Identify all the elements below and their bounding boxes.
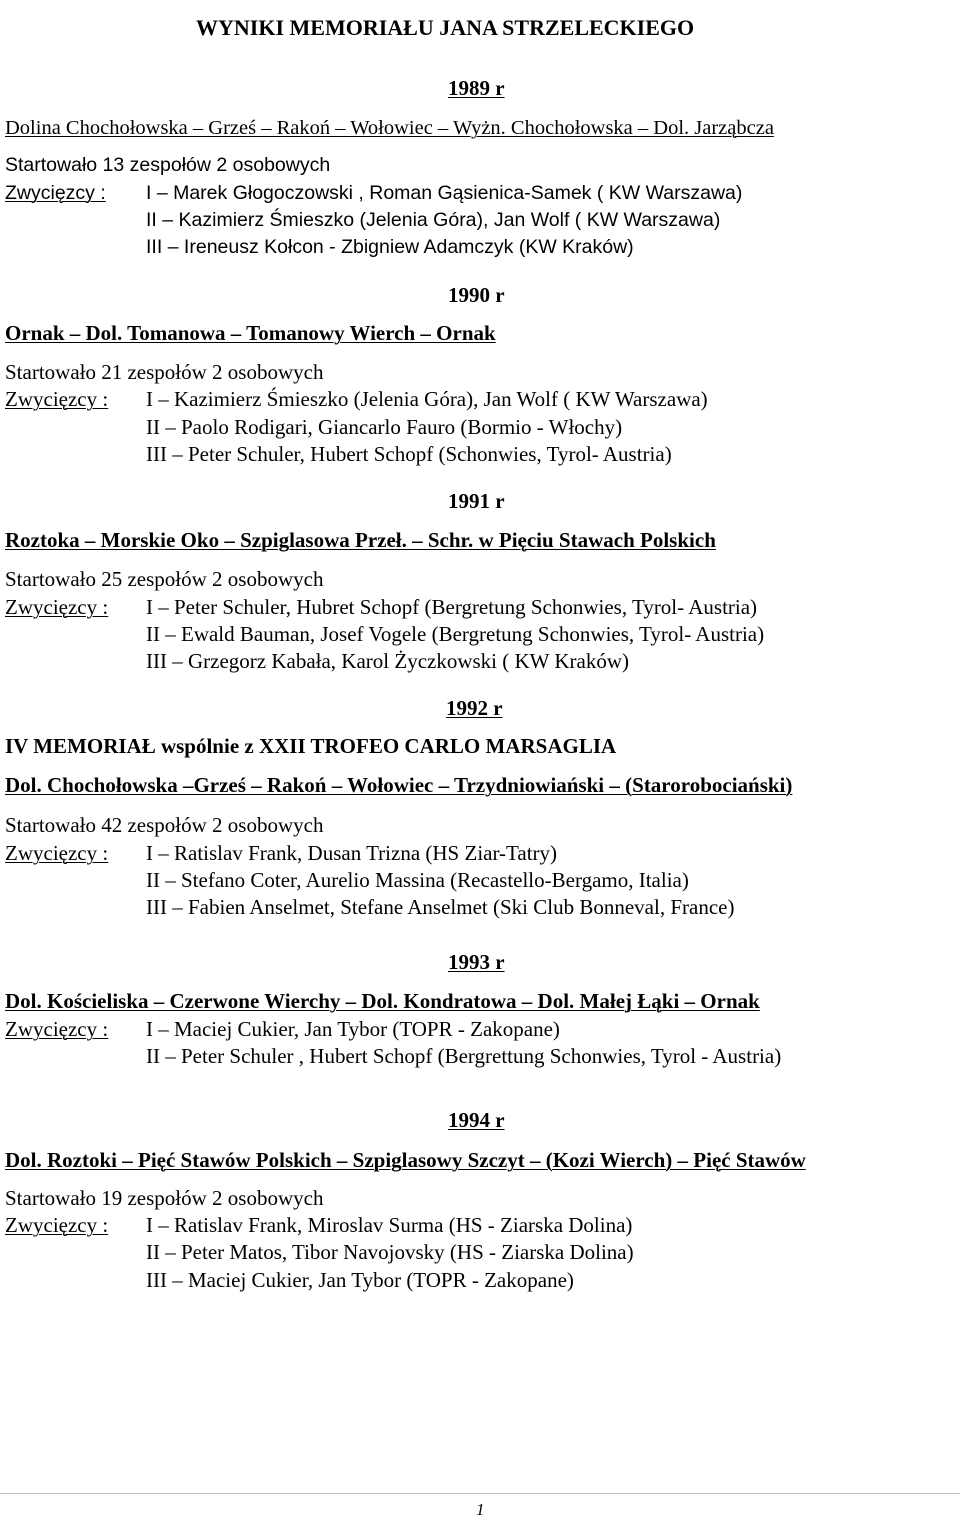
year-heading-1993: 1993 r	[448, 950, 505, 974]
footer-divider	[0, 1493, 960, 1494]
started-count-1991: Startowało 25 zespołów 2 osobowych	[5, 567, 324, 591]
started-count-1989: Startowało 13 zespołów 2 osobowych	[5, 154, 331, 176]
year-heading-1994: 1994 r	[448, 1108, 505, 1132]
started-count-1994: Startowało 19 zespołów 2 osobowych	[5, 1186, 324, 1210]
place-2-1991: II – Ewald Bauman, Josef Vogele (Bergretung Schonwies, Tyrol- Austria)	[146, 622, 765, 646]
year-heading-1991: 1991 r	[448, 489, 505, 513]
winners-label-1989: Zwycięzcy :	[5, 182, 106, 204]
place-1-1989: I – Marek Głogoczowski , Roman Gąsienica-Samek ( KW Warszawa)	[146, 182, 743, 204]
route-1991: Roztoka – Morskie Oko – Szpiglasowa Przeł. – Schr. w Pięciu Stawach Polskich	[5, 528, 716, 552]
route-1992: Dol. Chochołowska –Grześ – Rakoń – Wołowiec – Trzydniowiański – (Starorobociański)	[5, 773, 793, 797]
winners-label-1991: Zwycięzcy :	[5, 595, 109, 619]
place-3-1992: III – Fabien Anselmet, Stefane Anselmet (Ski Club Bonneval, France)	[146, 895, 735, 919]
place-2-1989: II – Kazimierz Śmieszko (Jelenia Góra), Jan Wolf ( KW Warszawa)	[146, 209, 721, 231]
route-1993: Dol. Kościeliska – Czerwone Wierchy – Dol. Kondratowa – Dol. Małej Łąki – Ornak	[5, 989, 760, 1013]
memorial-note-1992: IV MEMORIAŁ wspólnie z XXII TROFEO CARLO MARSAGLIA	[5, 734, 617, 758]
place-2-1992: II – Stefano Coter, Aurelio Massina (Recastello-Bergamo, Italia)	[146, 868, 689, 892]
place-1-1992: I – Ratislav Frank, Dusan Trizna (HS Ziar-Tatry)	[146, 841, 558, 865]
place-2-1990: II – Paolo Rodigari, Giancarlo Fauro (Bormio - Włochy)	[146, 415, 623, 439]
route-1989: Dolina Chochołowska – Grześ – Rakoń – Wołowiec – Wyżn. Chochołowska – Dol. Jarząbcza	[5, 117, 774, 139]
place-3-1994: III – Maciej Cukier, Jan Tybor (TOPR - Zakopane)	[146, 1268, 574, 1292]
document-title: WYNIKI MEMORIAŁU JANA STRZELECKIEGO	[196, 15, 695, 40]
year-heading-1990: 1990 r	[448, 283, 505, 307]
started-count-1990: Startowało 21 zespołów 2 osobowych	[5, 360, 324, 384]
route-1994: Dol. Roztoki – Pięć Stawów Polskich – Szpiglasowy Szczyt – (Kozi Wierch) – Pięć Stawów	[5, 1148, 806, 1172]
winners-label-1993: Zwycięzcy :	[5, 1017, 109, 1041]
place-3-1989: III – Ireneusz Kołcon - Zbigniew Adamczyk (KW Kraków)	[146, 236, 634, 258]
started-count-1992: Startowało 42 zespołów 2 osobowych	[5, 813, 324, 837]
place-3-1990: III – Peter Schuler, Hubert Schopf (Schonwies, Tyrol- Austria)	[146, 442, 672, 466]
place-1-1990: I – Kazimierz Śmieszko (Jelenia Góra), Jan Wolf ( KW Warszawa)	[146, 387, 708, 411]
place-1-1991: I – Peter Schuler, Hubret Schopf (Bergretung Schonwies, Tyrol- Austria)	[146, 595, 758, 619]
place-2-1994: II – Peter Matos, Tibor Navojovsky (HS - Ziarska Dolina)	[146, 1240, 634, 1264]
year-heading-1989: 1989 r	[448, 76, 505, 100]
winners-label-1990: Zwycięzcy :	[5, 387, 109, 411]
route-1990: Ornak – Dol. Tomanowa – Tomanowy Wierch – Ornak	[5, 321, 496, 345]
place-1-1994: I – Ratislav Frank, Miroslav Surma (HS - Ziarska Dolina)	[146, 1213, 633, 1237]
place-1-1993: I – Maciej Cukier, Jan Tybor (TOPR - Zakopane)	[146, 1017, 560, 1041]
place-2-1993: II – Peter Schuler , Hubert Schopf (Bergrettung Schonwies, Tyrol - Austria)	[146, 1044, 782, 1068]
year-heading-1992: 1992 r	[446, 696, 503, 720]
place-3-1991: III – Grzegorz Kabała, Karol Życzkowski ( KW Kraków)	[146, 649, 629, 673]
page-number: 1	[476, 1500, 485, 1519]
winners-label-1994: Zwycięzcy :	[5, 1213, 109, 1237]
winners-label-1992: Zwycięzcy :	[5, 841, 109, 865]
